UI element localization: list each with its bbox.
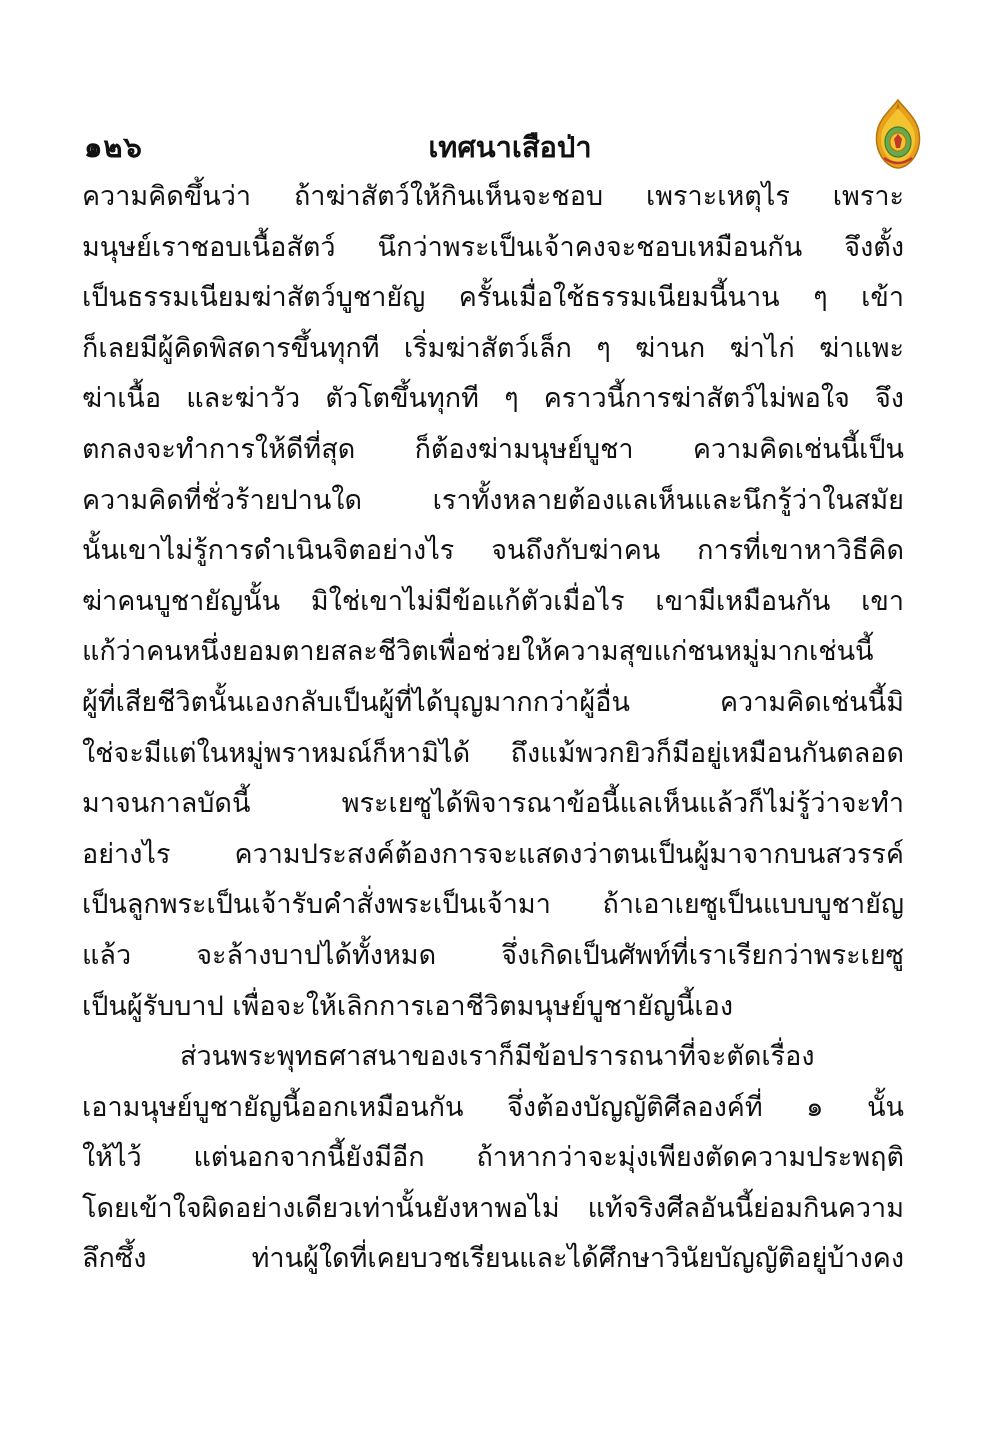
text-line: ก็เลยมีผู้คิดพิสดารขึ้นทุกที เริ่มฆ่าสัตว์เล็ก ๆ ฆ่านก ฆ่าไก่ ฆ่าแพะ (82, 332, 904, 364)
text-line: โดยเข้าใจผิดอย่างเดียวเท่านั้นยังหาพอไม่ แท้จริงศีลอันนี้ย่อมกินความ (82, 1192, 904, 1224)
text-line: ลึกซึ้ง ท่านผู้ใดที่เคยบวชเรียนและได้ศึกษาวินัยบัญญัติอยู่บ้างคง (82, 1243, 904, 1275)
text-line: ฆ่าเนื้อ และฆ่าวัว ตัวโตขึ้นทุกที ๆ คราวนี้การฆ่าสัตว์ไม่พอใจ จึง (82, 383, 904, 415)
text-line: มนุษย์เราชอบเนื้อสัตว์ นึกว่าพระเป็นเจ้าคงจะชอบเหมือนกัน จึงตั้ง (82, 231, 904, 263)
text-line: เอามนุษย์บูชายัญนี้ออกเหมือนกัน จึ่งต้องบัญญัติศีลองค์ที่ ๑ นั้น (82, 1091, 904, 1123)
paragraph-start-line: ส่วนพระพุทธศาสนาของเราก็มีข้อปรารถนาที่จะตัดเรื่อง (180, 1041, 815, 1073)
text-line: แล้ว จะล้างบาปได้ทั้งหมด จึ่งเกิดเป็นศัพท์ที่เราเรียกว่าพระเยซู (82, 939, 904, 971)
text-line: ผู้ที่เสียชีวิตนั้นเองกลับเป็นผู้ที่ได้บุญมากกว่าผู้อื่น ความคิดเช่นนี้มิ (82, 686, 904, 718)
ministry-emblem-icon (874, 98, 922, 170)
text-line: นั้นเขาไม่รู้การดำเนินจิตอย่างไร จนถึงกับฆ่าคน การที่เขาหาวิธีคิด (82, 535, 904, 567)
text-line: อย่างไร ความประสงค์ต้องการจะแสดงว่าตนเป็นผู้มาจากบนสวรรค์ (82, 838, 904, 870)
paragraph-end-line: เป็นผู้รับบาป เพื่อจะให้เลิกการเอาชีวิตมนุษย์บูชายัญนี้เอง (82, 990, 734, 1022)
text-line: เป็นธรรมเนียมฆ่าสัตว์บูชายัญ ครั้นเมื่อใช้ธรรมเนียมนี้นาน ๆ เข้า (82, 282, 904, 314)
body-text (82, 172, 904, 1285)
text-line: ใช่จะมีแต่ในหมู่พราหมณ์ก็หามิได้ ถึงแม้พวกยิวก็มีอยู่เหมือนกันตลอด (82, 737, 904, 769)
text-line: แก้ว่าคนหนึ่งยอมตายสละชีวิตเพื่อช่วยให้ความสุขแก่ชนหมู่มากเช่นนี้ (82, 636, 874, 668)
text-line: ให้ไว้ แต่นอกจากนี้ยังมีอีก ถ้าหากว่าจะมุ่งเพียงตัดความประพฤติ (82, 1142, 904, 1174)
text-line: ความคิดที่ชั่วร้ายปานใด เราทั้งหลายต้องแลเห็นและนึกรู้ว่าในสมัย (82, 484, 904, 516)
running-title: เทศนาเสือป่า (428, 130, 592, 164)
page-number: ๑๒๖ (84, 130, 143, 164)
text-line: ตกลงจะทำการให้ดีที่สุด ก็ต้องฆ่ามนุษย์บูชา ความคิดเช่นนี้เป็น (82, 433, 904, 465)
text-line: เป็นลูกพระเป็นเจ้ารับคำสั่งพระเป็นเจ้ามา ถ้าเอาเยซูเป็นแบบบูชายัญ (82, 889, 904, 921)
text-line: มาจนกาลบัดนี้ พระเยซูได้พิจารณาข้อนี้แลเห็นแล้วก็ไม่รู้ว่าจะทำ (82, 788, 904, 820)
text-line: ความคิดขึ้นว่า ถ้าฆ่าสัตว์ให้กินเห็นจะชอบ เพราะเหตุไร เพราะ (82, 181, 904, 212)
text-line: ฆ่าคนบูชายัญนั้น มิใช่เขาไม่มีข้อแก้ตัวเมื่อไร เขามีเหมือนกัน เขา (82, 585, 904, 617)
